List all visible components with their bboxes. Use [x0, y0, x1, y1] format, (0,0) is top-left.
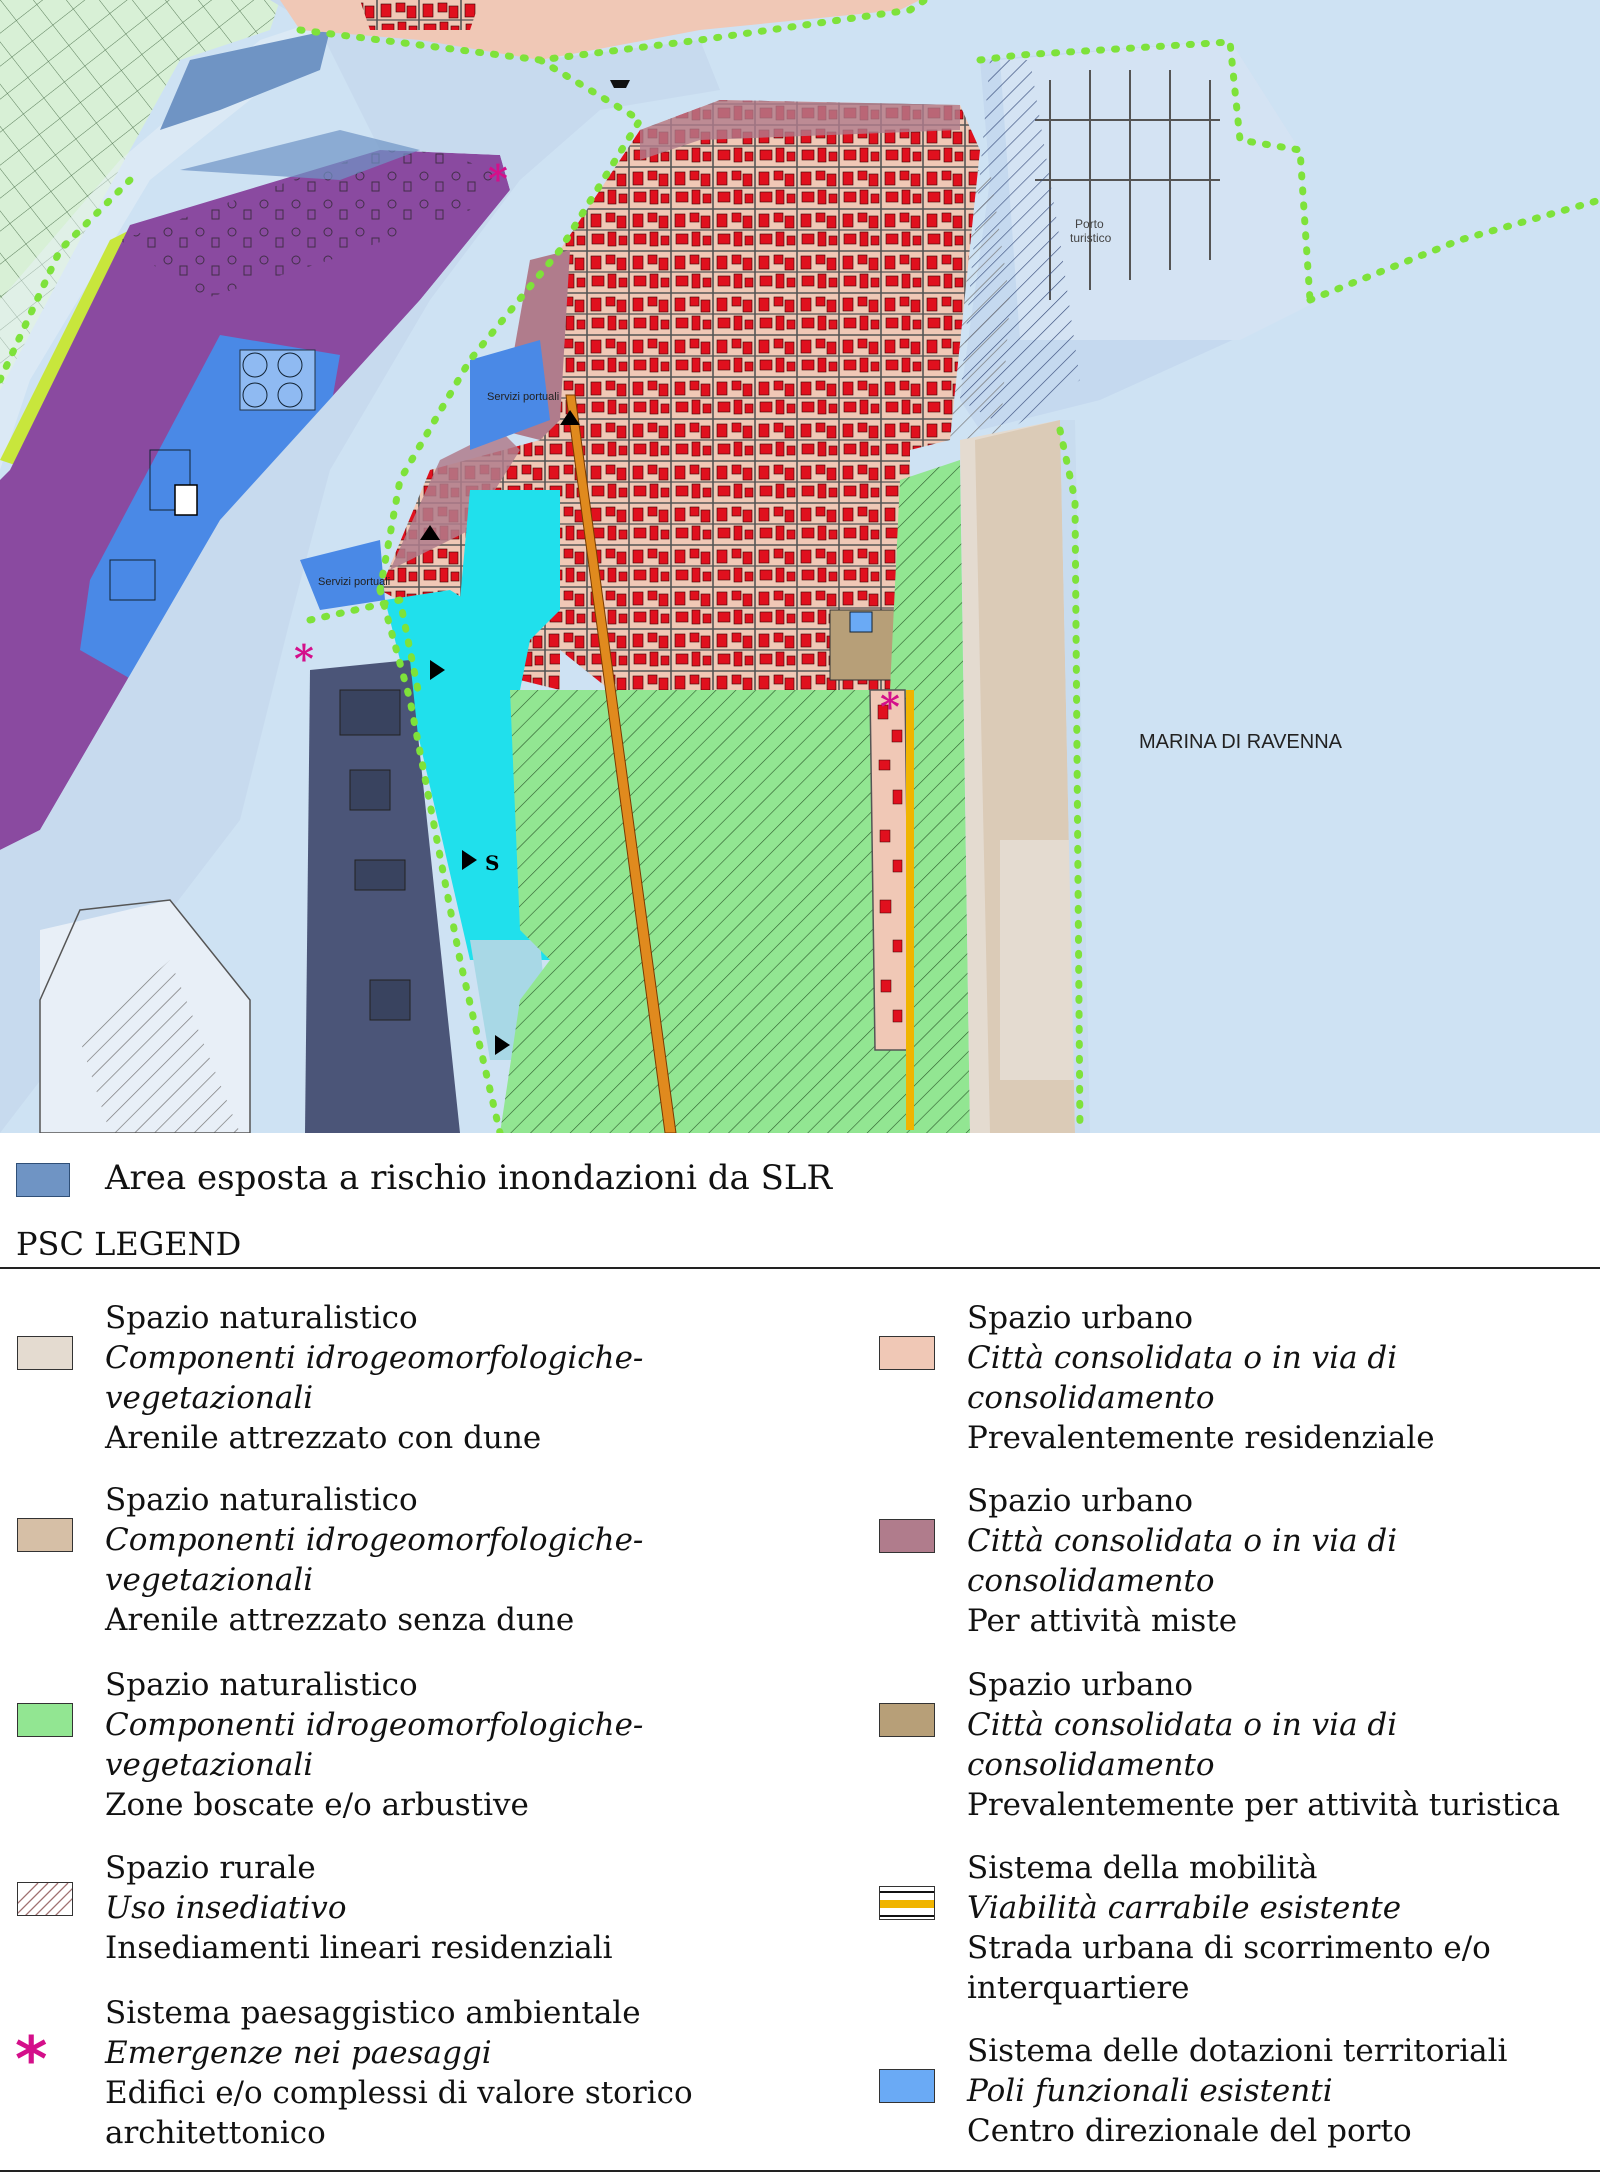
legend-entry-arenile-senza-dune: Spazio naturalistico Componenti idrogeomorfologiche- vegetazionali Arenile attrezzato senza dune	[105, 1480, 845, 1640]
legend-entry-zone-boscate: Spazio naturalistico Componenti idrogeomorfologiche- vegetazionali Zone boscate e/o arbustive	[105, 1665, 845, 1825]
legend-entry-attivita-turistica: Spazio urbano Città consolidata o in via di consolidamento Prevalentemente per attività turistica	[967, 1665, 1600, 1825]
legend-entry-arenile-con-dune: Spazio naturalistico Componenti idrogeomorfologiche- vegetazionali Arenile attrezzato con dune	[105, 1298, 845, 1458]
swatch-arenile-senza-dune	[17, 1518, 73, 1552]
legend-bottom-rule	[0, 2170, 1600, 2172]
flood-swatch	[16, 1163, 70, 1197]
swatch-road	[879, 1886, 935, 1920]
porto-label-line1: Porto	[1075, 217, 1104, 231]
swatch-poli-funzionali	[879, 2069, 935, 2103]
swatch-residenziale	[879, 1336, 935, 1370]
map-asterisk-icon: *	[880, 684, 900, 729]
legend-entry-strada-urbana: Sistema della mobilità Viabilità carrabile esistente Strada urbana di scorrimento e/o interquartiere	[967, 1848, 1600, 2008]
map-asterisk-icon: *	[294, 636, 314, 681]
legend-entry-insediamenti-lineari: Spazio rurale Uso insediativo Insediamenti lineari residenziali	[105, 1848, 845, 1968]
porto-label-line2: turistico	[1070, 231, 1112, 245]
psc-legend-title: PSC LEGEND	[16, 1225, 242, 1263]
legend-entry-centro-direzionale: Sistema delle dotazioni territoriali Poli funzionali esistenti Centro direzionale del porto	[967, 2031, 1600, 2151]
map-asterisk-icon: *	[488, 156, 508, 201]
legend-entry-attivita-miste: Spazio urbano Città consolidata o in via di consolidamento Per attività miste	[967, 1481, 1600, 1641]
flood-legend-label: Area esposta a rischio inondazioni da SLR	[105, 1158, 833, 1198]
servizi-label-1: Servizi portuali	[487, 391, 560, 403]
swatch-hatched	[17, 1882, 73, 1916]
swatch-arenile-con-dune	[17, 1336, 73, 1370]
swatch-zone-boscate	[17, 1703, 73, 1737]
swatch-attivita-miste	[879, 1519, 935, 1553]
servizi-label-2: Servizi portuali	[318, 576, 391, 588]
swatch-attivita-turistica	[879, 1703, 935, 1737]
asterisk-icon: *	[15, 2023, 48, 2096]
legend-entry-emergenze: * Sistema paesaggistico ambientale Emergenze nei paesaggi Edifici e/o complessi di valore storico architettonico	[15, 1995, 693, 2151]
legend-entry-prevalentemente-residenziale: Spazio urbano Città consolidata o in via di consolidamento Prevalentemente residenziale	[967, 1298, 1600, 1458]
place-label: MARINA DI RAVENNA	[1139, 731, 1342, 753]
legend-top-rule	[0, 1267, 1600, 1269]
map-symbol-s: S	[485, 851, 500, 875]
